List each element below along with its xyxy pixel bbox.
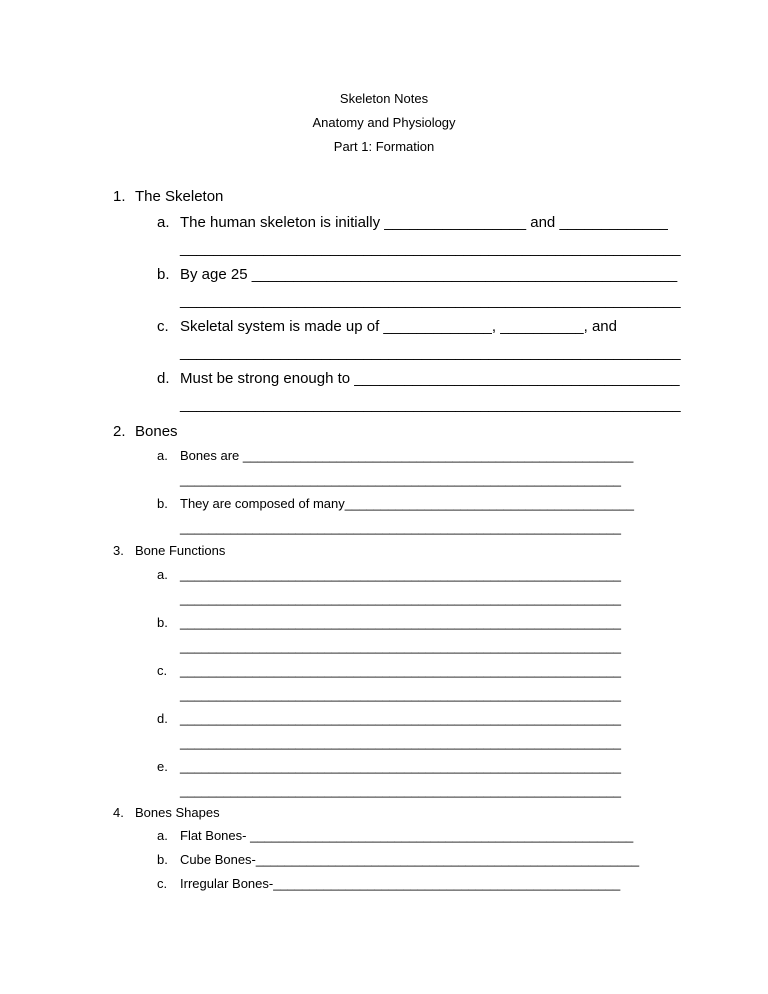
- section-1-item-a-text: The human skeleton is initially _________________ and _____________: [180, 214, 668, 231]
- section-2-item-b-letter: b.: [157, 496, 168, 511]
- section-3-item-b-text: _____________________________________________________________: [180, 615, 622, 630]
- section-3-item-c-cont: _____________________________________________________________: [180, 687, 622, 702]
- section-4-item-b-text: Cube Bones-_____________________________________________________: [180, 852, 640, 867]
- section-3-item-d-text: _____________________________________________________________: [180, 711, 622, 726]
- doc-part: Part 1: Formation: [333, 139, 435, 154]
- section-3-item-a-letter: a.: [157, 567, 168, 582]
- section-1-item-b-letter: b.: [157, 266, 170, 283]
- section-4-item-b-letter: b.: [157, 852, 168, 867]
- section-4-item-a-text: Flat Bones- _____________________________________________________: [180, 828, 634, 843]
- section-1-item-a-letter: a.: [157, 214, 170, 231]
- section-4-title: Bones Shapes: [135, 805, 220, 820]
- doc-subtitle: Anatomy and Physiology: [312, 115, 456, 130]
- section-4-number: 4.: [113, 805, 124, 820]
- section-3-number: 3.: [113, 543, 124, 558]
- section-1-title: The Skeleton: [135, 188, 224, 205]
- section-1-number: 1.: [113, 188, 126, 205]
- section-1-item-c-text: Skeletal system is made up of _____________, __________, and: [180, 318, 617, 335]
- section-4-item-c-text: Irregular Bones-________________________________________________: [180, 876, 621, 891]
- section-3-item-e-cont: _____________________________________________________________: [180, 783, 622, 798]
- section-2-item-b-cont: _____________________________________________________________: [180, 520, 622, 535]
- section-3-title: Bone Functions: [135, 543, 226, 558]
- section-1-item-b-cont: ____________________________________________________________: [180, 292, 681, 309]
- section-1-item-d-letter: d.: [157, 370, 170, 387]
- section-3-item-e-text: _____________________________________________________________: [180, 759, 622, 774]
- section-1-item-a-cont: ____________________________________________________________: [180, 240, 681, 257]
- section-1-item-d-cont: ____________________________________________________________: [180, 396, 681, 413]
- section-3-item-c-letter: c.: [157, 663, 168, 678]
- section-3-item-b-letter: b.: [157, 615, 168, 630]
- section-3-item-a-cont: _____________________________________________________________: [180, 591, 622, 606]
- section-1-item-c-letter: c.: [157, 318, 169, 335]
- section-2-title: Bones: [135, 423, 178, 440]
- section-2-item-b-text: They are composed of many________________________________________: [180, 496, 634, 511]
- section-2-number: 2.: [113, 423, 126, 440]
- section-4-item-a-letter: a.: [157, 828, 168, 843]
- section-1-item-d-text: Must be strong enough to _______________________________________: [180, 370, 680, 387]
- section-1-item-c-cont: ____________________________________________________________: [180, 344, 681, 361]
- section-3-item-d-cont: _____________________________________________________________: [180, 735, 622, 750]
- section-2-item-a-letter: a.: [157, 448, 168, 463]
- doc-title: Skeleton Notes: [339, 91, 429, 106]
- section-2-item-a-text: Bones are ______________________________________________________: [180, 448, 634, 463]
- section-3-item-e-letter: e.: [157, 759, 168, 774]
- section-3-item-a-text: _____________________________________________________________: [180, 567, 622, 582]
- section-3-item-c-text: _____________________________________________________________: [180, 663, 622, 678]
- section-4-item-c-letter: c.: [157, 876, 168, 891]
- section-1-item-b-text: By age 25 ___________________________________________________: [180, 266, 678, 283]
- section-3-item-d-letter: d.: [157, 711, 168, 726]
- section-2-item-a-cont: _____________________________________________________________: [180, 472, 622, 487]
- section-3-item-b-cont: _____________________________________________________________: [180, 639, 622, 654]
